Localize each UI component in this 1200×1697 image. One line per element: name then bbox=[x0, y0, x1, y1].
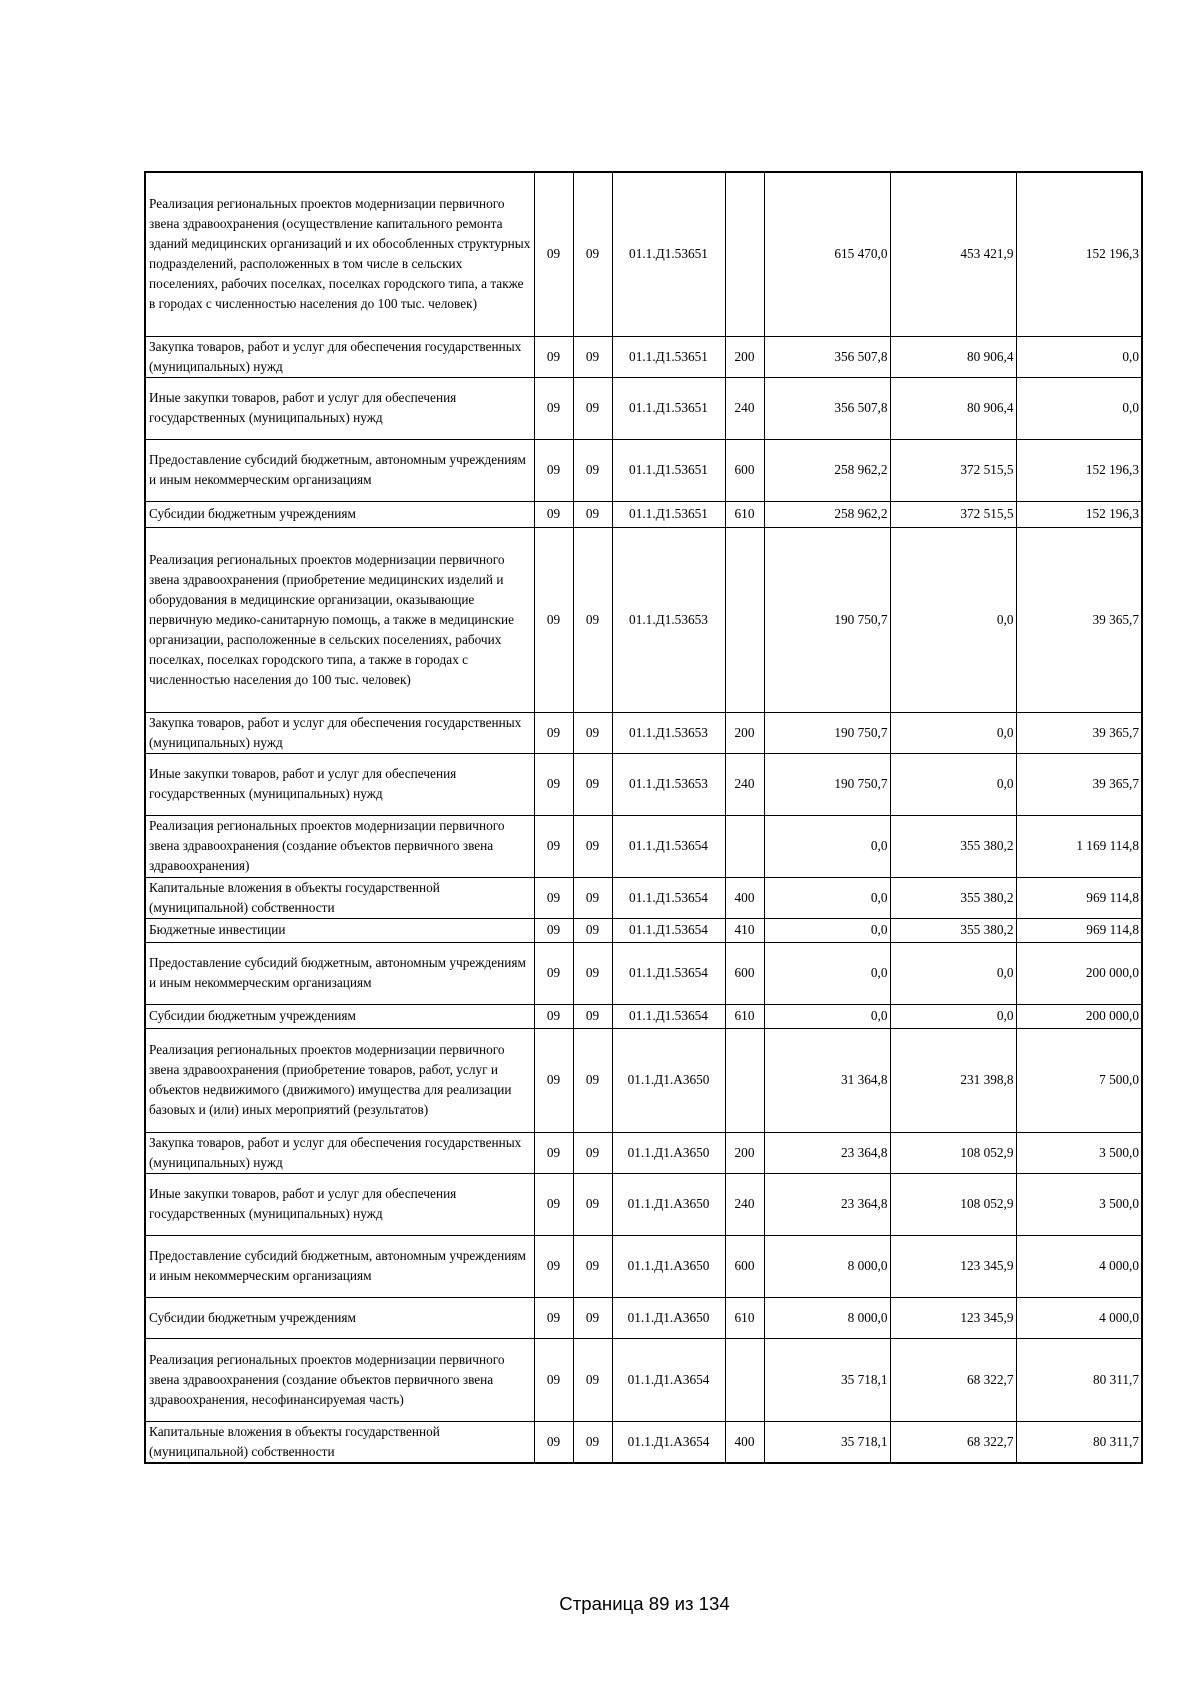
item-name-cell: Капитальные вложения в объекты государственной (муниципальной) собственности bbox=[145, 1421, 534, 1463]
item-name-cell: Иные закупки товаров, работ и услуг для обеспечения государственных (муниципальных) нужд bbox=[145, 753, 534, 815]
amount-year-2-cell: 0,0 bbox=[890, 942, 1016, 1004]
amount-year-1-cell: 0,0 bbox=[764, 877, 890, 918]
amount-year-1-cell: 258 962,2 bbox=[764, 501, 890, 527]
amount-year-3-cell: 152 196,3 bbox=[1016, 501, 1142, 527]
expense-type-cell: 400 bbox=[725, 877, 764, 918]
target-article-cell: 01.1.Д1.53651 bbox=[612, 501, 725, 527]
section-code-cell: 09 bbox=[534, 501, 573, 527]
target-article-cell: 01.1.Д1.53654 bbox=[612, 942, 725, 1004]
table-row bbox=[145, 753, 1142, 815]
subsection-code-cell: 09 bbox=[573, 172, 612, 336]
amount-year-1-cell: 0,0 bbox=[764, 942, 890, 1004]
table-row bbox=[145, 942, 1142, 1004]
subsection-code-cell: 09 bbox=[573, 1004, 612, 1028]
amount-year-2-cell: 0,0 bbox=[890, 712, 1016, 753]
subsection-code-cell: 09 bbox=[573, 527, 612, 712]
expense-type-cell bbox=[725, 172, 764, 336]
item-name-cell: Предоставление субсидий бюджетным, автономным учреждениям и иным некоммерческим организациям bbox=[145, 942, 534, 1004]
expense-type-cell: 240 bbox=[725, 377, 764, 439]
table-row bbox=[145, 918, 1142, 942]
subsection-code-cell: 09 bbox=[573, 1028, 612, 1132]
amount-year-2-cell: 355 380,2 bbox=[890, 877, 1016, 918]
amount-year-2-cell: 108 052,9 bbox=[890, 1132, 1016, 1173]
amount-year-2-cell: 123 345,9 bbox=[890, 1297, 1016, 1338]
table-row bbox=[145, 1028, 1142, 1132]
table-row bbox=[145, 1338, 1142, 1421]
table-row bbox=[145, 439, 1142, 501]
amount-year-1-cell: 35 718,1 bbox=[764, 1421, 890, 1463]
subsection-code-cell: 09 bbox=[573, 1235, 612, 1297]
table-row bbox=[145, 877, 1142, 918]
subsection-code-cell: 09 bbox=[573, 501, 612, 527]
amount-year-3-cell: 200 000,0 bbox=[1016, 942, 1142, 1004]
item-name-cell: Реализация региональных проектов модернизации первичного звена здравоохранения (осуществление капитального ремонта зданий медицинских организаций и их обособленных структурных подразделений, расположенных в том числе в сельских поселениях, рабочих поселках, поселках городского типа, а также в городах с численностью населения до 100 тыс. человек) bbox=[145, 172, 534, 336]
section-code-cell: 09 bbox=[534, 172, 573, 336]
table-row bbox=[145, 712, 1142, 753]
amount-year-3-cell: 969 114,8 bbox=[1016, 918, 1142, 942]
target-article-cell: 01.1.Д1.53654 bbox=[612, 1004, 725, 1028]
section-code-cell: 09 bbox=[534, 1235, 573, 1297]
target-article-cell: 01.1.Д1.53654 bbox=[612, 918, 725, 942]
table-row bbox=[145, 1132, 1142, 1173]
subsection-code-cell: 09 bbox=[573, 1297, 612, 1338]
target-article-cell: 01.1.Д1.А3650 bbox=[612, 1132, 725, 1173]
table-row bbox=[145, 1421, 1142, 1463]
amount-year-2-cell: 0,0 bbox=[890, 1004, 1016, 1028]
section-code-cell: 09 bbox=[534, 815, 573, 877]
item-name-cell: Закупка товаров, работ и услуг для обеспечения государственных (муниципальных) нужд bbox=[145, 1132, 534, 1173]
subsection-code-cell: 09 bbox=[573, 1421, 612, 1463]
item-name-cell: Закупка товаров, работ и услуг для обеспечения государственных (муниципальных) нужд bbox=[145, 712, 534, 753]
amount-year-1-cell: 0,0 bbox=[764, 918, 890, 942]
amount-year-2-cell: 372 515,5 bbox=[890, 439, 1016, 501]
target-article-cell: 01.1.Д1.53653 bbox=[612, 712, 725, 753]
subsection-code-cell: 09 bbox=[573, 918, 612, 942]
target-article-cell: 01.1.Д1.53651 bbox=[612, 439, 725, 501]
amount-year-1-cell: 356 507,8 bbox=[764, 336, 890, 377]
item-name-cell: Предоставление субсидий бюджетным, автономным учреждениям и иным некоммерческим организациям bbox=[145, 1235, 534, 1297]
amount-year-1-cell: 35 718,1 bbox=[764, 1338, 890, 1421]
target-article-cell: 01.1.Д1.53654 bbox=[612, 815, 725, 877]
section-code-cell: 09 bbox=[534, 918, 573, 942]
amount-year-1-cell: 190 750,7 bbox=[764, 753, 890, 815]
amount-year-1-cell: 8 000,0 bbox=[764, 1297, 890, 1338]
expense-type-cell: 610 bbox=[725, 1004, 764, 1028]
budget-table bbox=[144, 171, 1143, 1464]
amount-year-3-cell: 4 000,0 bbox=[1016, 1235, 1142, 1297]
table-row bbox=[145, 501, 1142, 527]
amount-year-2-cell: 231 398,8 bbox=[890, 1028, 1016, 1132]
table-row bbox=[145, 336, 1142, 377]
target-article-cell: 01.1.Д1.53651 bbox=[612, 336, 725, 377]
amount-year-1-cell: 23 364,8 bbox=[764, 1132, 890, 1173]
amount-year-2-cell: 80 906,4 bbox=[890, 377, 1016, 439]
amount-year-1-cell: 615 470,0 bbox=[764, 172, 890, 336]
subsection-code-cell: 09 bbox=[573, 877, 612, 918]
amount-year-2-cell: 123 345,9 bbox=[890, 1235, 1016, 1297]
target-article-cell: 01.1.Д1.А3650 bbox=[612, 1297, 725, 1338]
table-row bbox=[145, 1235, 1142, 1297]
table-row bbox=[145, 377, 1142, 439]
section-code-cell: 09 bbox=[534, 1338, 573, 1421]
amount-year-3-cell: 80 311,7 bbox=[1016, 1421, 1142, 1463]
section-code-cell: 09 bbox=[534, 1297, 573, 1338]
expense-type-cell: 600 bbox=[725, 1235, 764, 1297]
table-row bbox=[145, 1173, 1142, 1235]
amount-year-3-cell: 0,0 bbox=[1016, 336, 1142, 377]
amount-year-3-cell: 4 000,0 bbox=[1016, 1297, 1142, 1338]
amount-year-3-cell: 39 365,7 bbox=[1016, 527, 1142, 712]
amount-year-3-cell: 152 196,3 bbox=[1016, 172, 1142, 336]
subsection-code-cell: 09 bbox=[573, 336, 612, 377]
section-code-cell: 09 bbox=[534, 942, 573, 1004]
amount-year-2-cell: 355 380,2 bbox=[890, 815, 1016, 877]
amount-year-1-cell: 31 364,8 bbox=[764, 1028, 890, 1132]
amount-year-3-cell: 1 169 114,8 bbox=[1016, 815, 1142, 877]
target-article-cell: 01.1.Д1.53651 bbox=[612, 172, 725, 336]
expense-type-cell: 600 bbox=[725, 942, 764, 1004]
expense-type-cell: 410 bbox=[725, 918, 764, 942]
expense-type-cell: 610 bbox=[725, 1297, 764, 1338]
section-code-cell: 09 bbox=[534, 527, 573, 712]
table-row bbox=[145, 172, 1142, 336]
expense-type-cell: 200 bbox=[725, 712, 764, 753]
amount-year-3-cell: 200 000,0 bbox=[1016, 1004, 1142, 1028]
subsection-code-cell: 09 bbox=[573, 942, 612, 1004]
amount-year-1-cell: 190 750,7 bbox=[764, 527, 890, 712]
amount-year-2-cell: 108 052,9 bbox=[890, 1173, 1016, 1235]
subsection-code-cell: 09 bbox=[573, 712, 612, 753]
amount-year-3-cell: 969 114,8 bbox=[1016, 877, 1142, 918]
budget-table-body bbox=[145, 172, 1142, 1463]
amount-year-2-cell: 0,0 bbox=[890, 753, 1016, 815]
item-name-cell: Субсидии бюджетным учреждениям bbox=[145, 1004, 534, 1028]
subsection-code-cell: 09 bbox=[573, 815, 612, 877]
section-code-cell: 09 bbox=[534, 377, 573, 439]
amount-year-3-cell: 152 196,3 bbox=[1016, 439, 1142, 501]
target-article-cell: 01.1.Д1.А3654 bbox=[612, 1421, 725, 1463]
subsection-code-cell: 09 bbox=[573, 439, 612, 501]
item-name-cell: Предоставление субсидий бюджетным, автономным учреждениям и иным некоммерческим организациям bbox=[145, 439, 534, 501]
target-article-cell: 01.1.Д1.53654 bbox=[612, 877, 725, 918]
expense-type-cell bbox=[725, 1028, 764, 1132]
section-code-cell: 09 bbox=[534, 712, 573, 753]
amount-year-3-cell: 80 311,7 bbox=[1016, 1338, 1142, 1421]
section-code-cell: 09 bbox=[534, 439, 573, 501]
amount-year-2-cell: 355 380,2 bbox=[890, 918, 1016, 942]
target-article-cell: 01.1.Д1.53653 bbox=[612, 527, 725, 712]
table-row bbox=[145, 1004, 1142, 1028]
section-code-cell: 09 bbox=[534, 753, 573, 815]
expense-type-cell bbox=[725, 527, 764, 712]
item-name-cell: Реализация региональных проектов модернизации первичного звена здравоохранения (приобретение медицинских изделий и оборудования в медицинские организации, оказывающие первичную медико-санитарную помощь, а также в медицинские организации, расположенные в сельских поселениях, рабочих поселках, поселках городского типа, а также в городах с численностью населения до 100 тыс. человек) bbox=[145, 527, 534, 712]
target-article-cell: 01.1.Д1.А3650 bbox=[612, 1235, 725, 1297]
item-name-cell: Иные закупки товаров, работ и услуг для обеспечения государственных (муниципальных) нужд bbox=[145, 1173, 534, 1235]
table-row bbox=[145, 527, 1142, 712]
amount-year-2-cell: 68 322,7 bbox=[890, 1338, 1016, 1421]
section-code-cell: 09 bbox=[534, 1421, 573, 1463]
expense-type-cell: 200 bbox=[725, 1132, 764, 1173]
item-name-cell: Иные закупки товаров, работ и услуг для обеспечения государственных (муниципальных) нужд bbox=[145, 377, 534, 439]
expense-type-cell: 610 bbox=[725, 501, 764, 527]
expense-type-cell bbox=[725, 1338, 764, 1421]
amount-year-3-cell: 3 500,0 bbox=[1016, 1173, 1142, 1235]
amount-year-3-cell: 39 365,7 bbox=[1016, 712, 1142, 753]
amount-year-2-cell: 453 421,9 bbox=[890, 172, 1016, 336]
subsection-code-cell: 09 bbox=[573, 1132, 612, 1173]
amount-year-3-cell: 39 365,7 bbox=[1016, 753, 1142, 815]
expense-type-cell: 600 bbox=[725, 439, 764, 501]
item-name-cell: Реализация региональных проектов модернизации первичного звена здравоохранения (создание объектов первичного звена здравоохранения, несофинансируемая часть) bbox=[145, 1338, 534, 1421]
amount-year-3-cell: 7 500,0 bbox=[1016, 1028, 1142, 1132]
amount-year-1-cell: 23 364,8 bbox=[764, 1173, 890, 1235]
amount-year-2-cell: 0,0 bbox=[890, 527, 1016, 712]
item-name-cell: Реализация региональных проектов модернизации первичного звена здравоохранения (создание объектов первичного звена здравоохранения) bbox=[145, 815, 534, 877]
amount-year-3-cell: 3 500,0 bbox=[1016, 1132, 1142, 1173]
section-code-cell: 09 bbox=[534, 1028, 573, 1132]
amount-year-1-cell: 0,0 bbox=[764, 815, 890, 877]
item-name-cell: Субсидии бюджетным учреждениям bbox=[145, 501, 534, 527]
target-article-cell: 01.1.Д1.А3650 bbox=[612, 1028, 725, 1132]
subsection-code-cell: 09 bbox=[573, 1338, 612, 1421]
target-article-cell: 01.1.Д1.53651 bbox=[612, 377, 725, 439]
table-row bbox=[145, 815, 1142, 877]
subsection-code-cell: 09 bbox=[573, 377, 612, 439]
amount-year-2-cell: 68 322,7 bbox=[890, 1421, 1016, 1463]
subsection-code-cell: 09 bbox=[573, 753, 612, 815]
section-code-cell: 09 bbox=[534, 1173, 573, 1235]
item-name-cell: Субсидии бюджетным учреждениям bbox=[145, 1297, 534, 1338]
item-name-cell: Капитальные вложения в объекты государственной (муниципальной) собственности bbox=[145, 877, 534, 918]
amount-year-2-cell: 80 906,4 bbox=[890, 336, 1016, 377]
target-article-cell: 01.1.Д1.А3650 bbox=[612, 1173, 725, 1235]
expense-type-cell: 240 bbox=[725, 1173, 764, 1235]
item-name-cell: Бюджетные инвестиции bbox=[145, 918, 534, 942]
amount-year-1-cell: 356 507,8 bbox=[764, 377, 890, 439]
amount-year-1-cell: 8 000,0 bbox=[764, 1235, 890, 1297]
expense-type-cell bbox=[725, 815, 764, 877]
amount-year-1-cell: 258 962,2 bbox=[764, 439, 890, 501]
amount-year-2-cell: 372 515,5 bbox=[890, 501, 1016, 527]
section-code-cell: 09 bbox=[534, 336, 573, 377]
section-code-cell: 09 bbox=[534, 1132, 573, 1173]
expense-type-cell: 240 bbox=[725, 753, 764, 815]
amount-year-1-cell: 0,0 bbox=[764, 1004, 890, 1028]
expense-type-cell: 200 bbox=[725, 336, 764, 377]
subsection-code-cell: 09 bbox=[573, 1173, 612, 1235]
table-row bbox=[145, 1297, 1142, 1338]
section-code-cell: 09 bbox=[534, 877, 573, 918]
target-article-cell: 01.1.Д1.А3654 bbox=[612, 1338, 725, 1421]
section-code-cell: 09 bbox=[534, 1004, 573, 1028]
item-name-cell: Реализация региональных проектов модернизации первичного звена здравоохранения (приобретение товаров, работ, услуг и объектов недвижимого (движимого) имущества для реализации базовых и (или) иных мероприятий (результатов) bbox=[145, 1028, 534, 1132]
amount-year-1-cell: 190 750,7 bbox=[764, 712, 890, 753]
expense-type-cell: 400 bbox=[725, 1421, 764, 1463]
page-footer: Страница 89 из 134 bbox=[559, 1593, 730, 1614]
amount-year-3-cell: 0,0 bbox=[1016, 377, 1142, 439]
target-article-cell: 01.1.Д1.53653 bbox=[612, 753, 725, 815]
item-name-cell: Закупка товаров, работ и услуг для обеспечения государственных (муниципальных) нужд bbox=[145, 336, 534, 377]
